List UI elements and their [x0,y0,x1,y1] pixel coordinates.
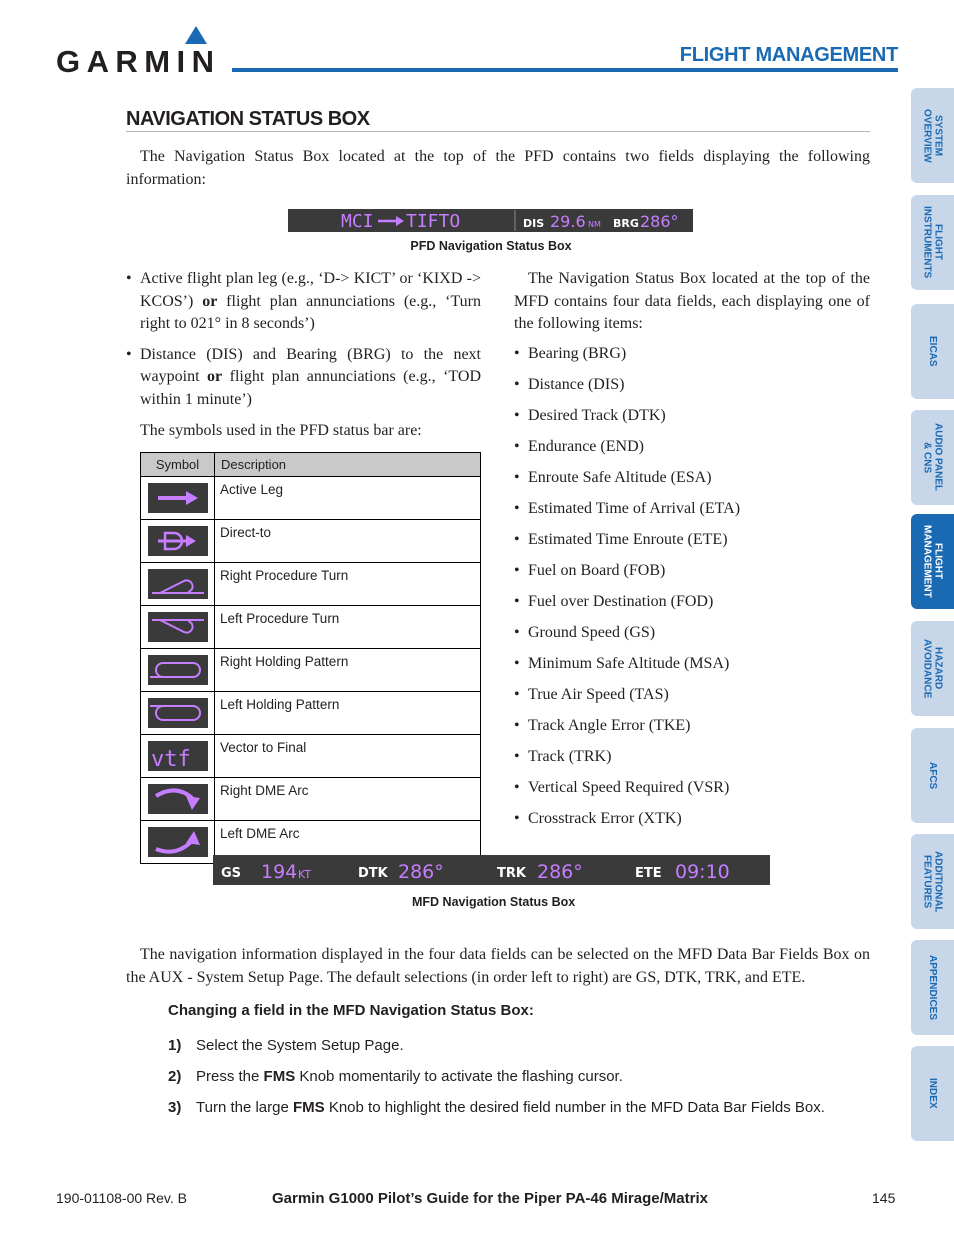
right-dme-arc-icon [141,778,215,821]
list-item: • Estimated Time of Arrival (ETA) [514,498,870,529]
garmin-logo [56,26,221,78]
list-item: • Track (TRK) [514,746,870,777]
table-row [141,692,481,735]
selection-paragraph: The navigation information displayed in the four data fields can be selected on the MFD Data Bar Fields Box on the AUX - System Setup Page. The default selections (in order left to right) are GS, DTK, TRK, and ETE. [126,946,870,986]
symbol-description: Left Procedure Turn [215,606,481,649]
pfd-brg-value: 286° [640,212,679,231]
side-tab-label: HAZARD AVOIDANCE [921,638,944,699]
list-item: • Fuel on Board (FOB) [514,560,870,591]
side-tab-index[interactable] [911,1046,954,1141]
procedure-title: Changing a field in the MFD Navigation Status Box: [168,1002,534,1019]
symbol-description: Vector to Final [215,735,481,778]
list-item-text: Distance (DIS) and Bearing (BRG) to the next waypoint [140,345,481,385]
table-row [141,606,481,649]
side-tab-hazard-avoidance[interactable] [911,621,954,716]
pfd-dis-label: DIS [523,217,545,230]
table-row [141,563,481,606]
list-item: • Vertical Speed Required (VSR) [514,777,870,808]
table-row [141,649,481,692]
mfd-field-label: TRK [497,866,526,881]
pfd-caption: PFD Navigation Status Box [410,239,572,253]
pfd-from-waypoint: MCI [341,211,374,232]
mfd-field-label: GS [221,866,242,881]
step-key: FMS [263,1068,296,1085]
list-item-text: Active flight plan leg (e.g., ‘D-> KICT’ or ‘KIXD -> KCOS’) [140,270,481,310]
mfd-field-value: 09:10 [675,861,730,883]
list-item-text: or [202,292,218,310]
page-number: 145 [872,1190,896,1206]
step-number: 2) [168,1068,182,1085]
list-item: • Crosstrack Error (XTK) [514,808,870,839]
active-leg-icon [141,477,215,520]
header-rule [232,68,898,72]
side-tab-eicas[interactable] [911,304,954,399]
mfd-intro-paragraph: The Navigation Status Box located at the top of the MFD contains four data fields, each displaying one of the following items: [514,270,870,332]
symbols-intro: The symbols used in the PFD status bar are: [140,422,422,439]
side-tab-appendices[interactable] [911,940,954,1035]
mfd-caption: MFD Navigation Status Box [412,895,576,909]
page-heading: NAVIGATION STATUS BOX [126,108,370,130]
mfd-field-label: DTK [358,866,388,881]
list-item-text: flight plan annunciations (e.g., ‘Turn right to 021° in 8 seconds’) [140,292,481,332]
mfd-field-label: ETE [635,866,662,881]
logo-wordmark: GARMIN [56,44,214,78]
symbol-description: Right Holding Pattern [215,649,481,692]
symbol-table [140,452,481,864]
mfd-field-unit: KT [298,868,312,881]
table-row [141,735,481,778]
left-procedure-turn-icon [141,606,215,649]
symbol-description: Right Procedure Turn [215,563,481,606]
step-key: FMS [293,1099,325,1116]
right-holding-pattern-icon [141,649,215,692]
symbol-column-header: Symbol [141,453,215,477]
table-row [141,778,481,821]
side-tab-label: FLIGHT INSTRUMENTS [921,206,944,279]
logo-triangle-icon [185,26,207,44]
pfd-field-list [126,268,481,419]
document-number: 190-01108-00 Rev. B [56,1190,188,1206]
list-item [126,344,481,412]
left-dme-arc-icon [141,821,215,864]
step-text: Select the System Setup Page. [196,1037,404,1054]
list-item: • Bearing (BRG) [514,343,870,374]
step-text: Turn the large [196,1099,293,1116]
svg-text:vtf: vtf [150,747,191,771]
mfd-field-value: 286° [398,861,444,883]
heading-rule [126,131,870,132]
description-column-header: Description [215,453,481,477]
pfd-to-waypoint: TIFTO [406,211,461,232]
list-item-text: or [207,368,223,385]
side-tab-label: SYSTEM OVERVIEW [921,108,944,163]
step-text: Press the [196,1068,264,1085]
side-tab-label: ADDITIONAL FEATURES [921,850,944,913]
mfd-field-value: 194 [261,861,298,883]
list-item: • Estimated Time Enroute (ETE) [514,529,870,560]
list-item: • Desired Track (DTK) [514,405,870,436]
pfd-navigation-status-box [288,209,693,232]
side-tab-audio-panel-cns[interactable] [911,410,954,505]
symbol-description: Left Holding Pattern [215,692,481,735]
list-item-text: flight plan annunciations (e.g., ‘TOD within 1 minute’) [140,368,481,408]
step-number: 1) [168,1037,182,1054]
mfd-navigation-status-box [213,855,770,885]
step-text: Knob momentarily to activate the flashing cursor. [295,1068,623,1085]
list-item: • Minimum Safe Altitude (MSA) [514,653,870,684]
intro-paragraph: The Navigation Status Box located at the top of the PFD contains two fields displaying the following information: [126,148,870,188]
step-text: Knob to highlight the desired field number in the MFD Data Bar Fields Box. [324,1099,825,1116]
list-item: • Fuel over Destination (FOD) [514,591,870,622]
list-item: • Track Angle Error (TKE) [514,715,870,746]
section-title: FLIGHT MANAGEMENT [679,44,898,66]
list-item [126,268,481,336]
side-tab-system-overview[interactable] [911,88,954,183]
side-tab-label: FLIGHT MANAGEMENT [921,525,944,598]
side-tab-label: AFCS [927,761,938,790]
right-procedure-turn-icon [141,563,215,606]
mfd-field-value: 286° [537,861,583,883]
symbol-description: Left DME Arc [215,821,481,864]
table-row [141,477,481,520]
left-holding-pattern-icon [141,692,215,735]
step-number: 3) [168,1099,182,1116]
pfd-dis-unit: NM [588,220,601,229]
procedure-step [168,1099,825,1116]
list-item: • Distance (DIS) [514,374,870,405]
side-tab-label: AUDIO PANEL & CNS [921,423,944,492]
list-item: • Ground Speed (GS) [514,622,870,653]
pfd-dis-value: 29.6 [550,212,586,231]
side-tab-label: EICAS [927,336,938,367]
mfd-field-list [514,343,870,839]
side-tab-label: INDEX [927,1078,938,1109]
symbol-description: Right DME Arc [215,778,481,821]
vector-to-final-icon [141,735,215,778]
symbol-description: Direct-to [215,520,481,563]
procedure-step [168,1068,623,1085]
table-row [141,520,481,563]
side-tab-flight-management[interactable] [911,514,954,609]
list-item: • Enroute Safe Altitude (ESA) [514,467,870,498]
list-item: • Endurance (END) [514,436,870,467]
pfd-brg-label: BRG [613,217,639,230]
procedure-step [168,1037,404,1054]
side-tab-additional-features[interactable] [911,834,954,929]
list-item: • True Air Speed (TAS) [514,684,870,715]
side-tab-afcs[interactable] [911,728,954,823]
side-tab-label: APPENDICES [927,954,938,1020]
direct-to-icon [141,520,215,563]
symbol-description: Active Leg [215,477,481,520]
manual-title: Garmin G1000 Pilot’s Guide for the Piper PA-46 Mirage/Matrix [272,1190,708,1207]
